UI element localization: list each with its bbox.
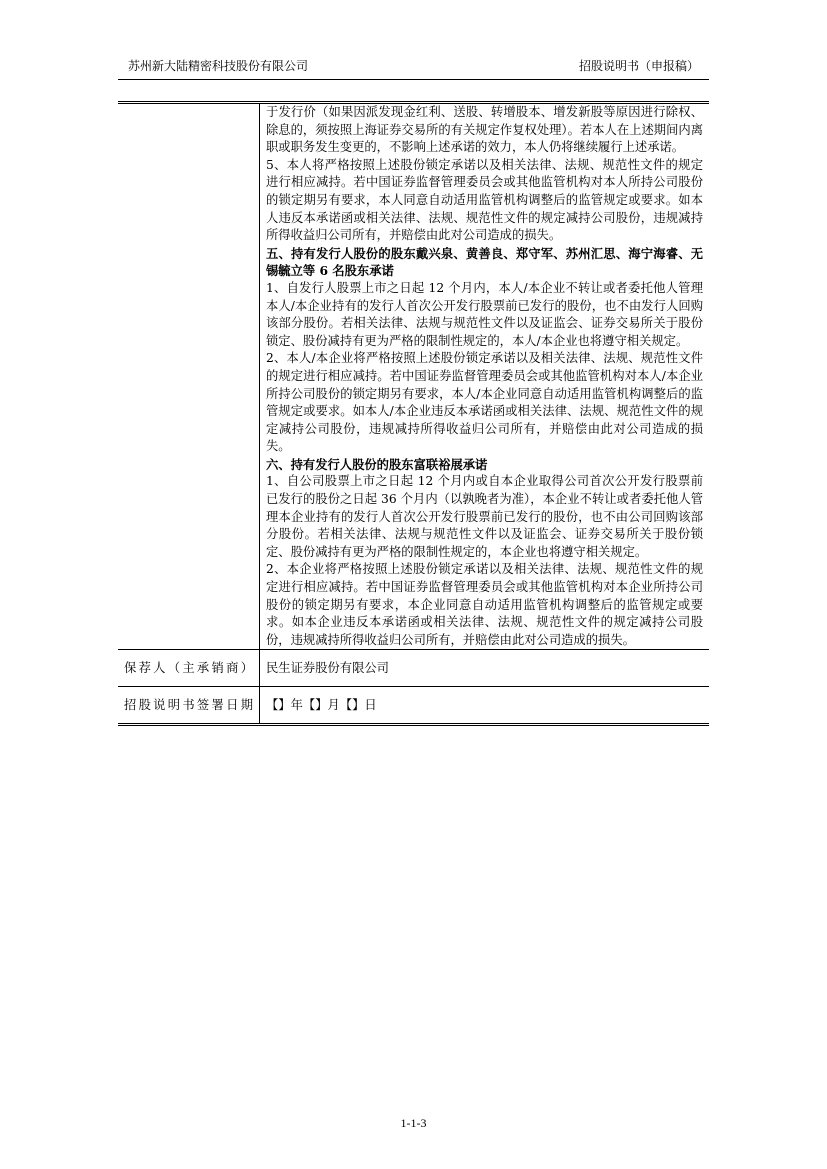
commitment-heading: 五、持有发行人股份的股东戴兴泉、黄善良、郑守军、苏州汇思、海宁海睿、无锡毓立等 6 名股东承诺	[266, 245, 703, 279]
sign-date-label: 招股说明书签署日期	[118, 687, 260, 725]
info-table	[118, 101, 709, 726]
sign-date-value: 【】年【】月【】日	[260, 687, 710, 725]
sponsor-value: 民生证券股份有限公司	[260, 650, 710, 687]
commitments-row	[118, 103, 709, 650]
company-name: 苏州新大陆精密科技股份有限公司	[128, 59, 309, 73]
document-type: 招股说明书（申报稿）	[578, 59, 699, 73]
commitment-paragraph: 1、自发行人股票上市之日起 12 个月内，本人/本企业不转让或者委托他人管理本人/本企业持有的发行人首次公开发行股票前已发行的股份，也不由发行人回购该部分股份。若相关法律、法规与规范性文件以及证监会、证券交易所关于股份锁定、股份减持有更为严格的限制性规定的，本人/本企业也将遵守相关规定。	[266, 280, 703, 348]
sponsor-row	[118, 650, 709, 687]
commitment-heading: 六、持有发行人股份的股东富联裕展承诺	[266, 456, 488, 472]
sponsor-label: 保荐人（主承销商）	[118, 650, 260, 687]
commitments-label-cell	[118, 103, 260, 650]
page-number: 1-1-3	[400, 1116, 427, 1130]
commitment-paragraph: 于发行价（如果因派发现金红利、送股、转增股本、增发新股等原因进行除权、除息的，须按照上海证券交易所的有关规定作复权处理）。若本人在上述期间内离职或职务发生变更的，不影响上述承诺的效力，本人仍将继续履行上述承诺。	[266, 105, 703, 155]
commitment-paragraph: 5、本人将严格按照上述股份锁定承诺以及相关法律、法规、规范性文件的规定进行相应减持。若中国证券监督管理委员会或其他监管机构对本人所持公司股份的锁定期另有要求，本人同意自动适用监管机构调整后的监管规定或要求。如本人违反本承诺函或相关法律、法规、规范性文件的规定减持公司股份，违规减持所得收益归公司所有，并赔偿由此对公司造成的损失。	[266, 157, 703, 243]
page-header	[118, 56, 709, 76]
commitment-paragraph: 1、自公司股票上市之日起 12 个月内或自本企业取得公司首次公开发行股票前已发行的股份之日起 36 个月内（以孰晚者为准），本企业不转让或者委托他人管理本企业持有的发行人首次公开发行股票前已发行的股份，也不由公司回购该部分股份。若相关法律、法规与规范性文件以及证监会、证券交易所关于股份锁定、股份减持有更为严格的限制性规定的，本企业也将遵守相关规定。	[266, 474, 703, 559]
commitment-paragraph: 2、本人/本企业将严格按照上述股份锁定承诺以及相关法律、法规、规范性文件的规定进行相应减持。若中国证券监督管理委员会或其他监管机构对本人/本企业所持公司股份的锁定期另有要求，本人/本企业同意自动适用监管机构调整后的监管规定或要求。如本人/本企业违反本承诺函或相关法律、法规、规范性文件的规定减持公司股份，违规减持所得收益归公司所有，并赔偿由此对公司造成的损失。	[266, 351, 703, 454]
commitment-paragraph: 2、本企业将严格按照上述股份锁定承诺以及相关法律、法规、规范性文件的规定进行相应减持。若中国证券监督管理委员会或其他监管机构对本企业所持公司股份的锁定期另有要求，本企业同意自动适用监管机构调整后的监管规定或要求。如本企业违反本承诺函或相关法律、法规、规范性文件的规定减持公司股份，违规减持所得收益归公司所有，并赔偿由此对公司造成的损失。	[266, 562, 703, 647]
commitments-cell	[260, 103, 710, 650]
header-rule	[118, 79, 709, 80]
sign-date-row	[118, 687, 709, 725]
